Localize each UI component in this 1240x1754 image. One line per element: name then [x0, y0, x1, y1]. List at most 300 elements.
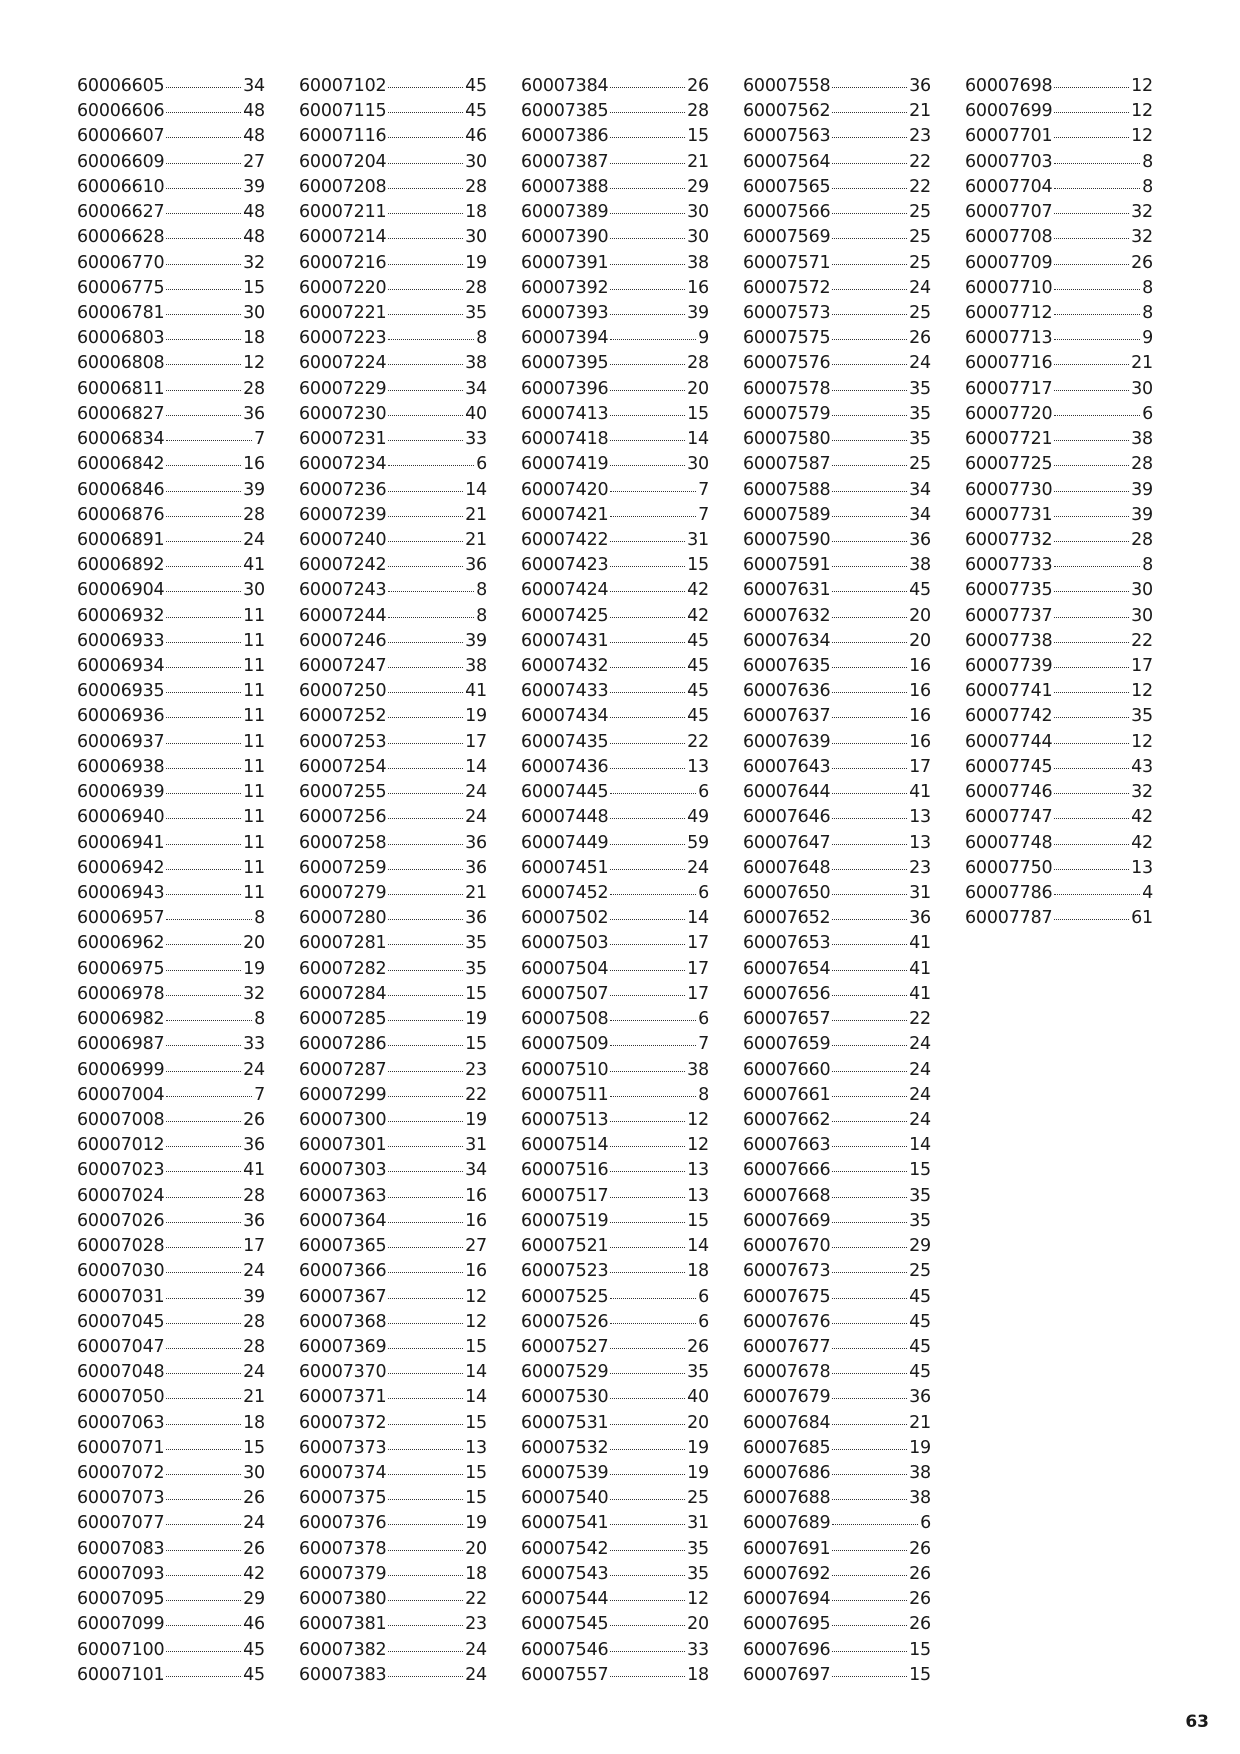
index-entry — [521, 225, 709, 250]
index-entry — [743, 1133, 931, 1158]
index-entry — [521, 1385, 709, 1410]
page-reference: 38 — [909, 1463, 931, 1484]
index-entry — [743, 831, 931, 856]
article-code: 60007234 — [299, 454, 387, 475]
article-code: 60007696 — [743, 1639, 831, 1660]
index-entry — [965, 780, 1153, 805]
index-entry — [965, 175, 1153, 200]
dot-leader — [388, 213, 463, 214]
page-reference: 42 — [243, 1563, 265, 1584]
page-reference: 41 — [465, 681, 487, 702]
page-reference: 49 — [687, 807, 709, 828]
index-entry — [521, 301, 709, 326]
index-entry — [299, 1335, 487, 1360]
article-code: 60007211 — [299, 202, 387, 223]
dot-leader — [388, 566, 463, 567]
dot-leader — [610, 163, 685, 164]
dot-leader — [610, 1272, 685, 1273]
page-reference: 6 — [698, 782, 709, 803]
dot-leader — [388, 390, 463, 391]
index-entry — [743, 528, 931, 553]
index-entry — [299, 982, 487, 1007]
dot-leader — [388, 1247, 463, 1248]
page-reference: 36 — [243, 1210, 265, 1231]
article-code: 60007102 — [299, 76, 387, 96]
index-entry — [77, 1587, 265, 1612]
dot-leader — [166, 137, 241, 138]
article-code: 60006627 — [77, 202, 165, 223]
page-reference: 9 — [698, 328, 709, 349]
dot-leader — [166, 1499, 241, 1500]
page-reference: 32 — [243, 983, 265, 1004]
page-reference: 24 — [909, 1034, 931, 1055]
article-code: 60007364 — [299, 1210, 387, 1231]
index-entry — [299, 1587, 487, 1612]
index-entry — [77, 553, 265, 578]
page-reference: 14 — [687, 429, 709, 450]
article-code: 60007503 — [521, 933, 609, 954]
index-entry — [299, 276, 487, 301]
index-entry — [521, 957, 709, 982]
page-reference: 23 — [465, 1059, 487, 1080]
dot-leader — [610, 642, 685, 643]
article-code: 60007423 — [521, 555, 609, 576]
index-entry — [77, 1411, 265, 1436]
dot-leader — [388, 818, 463, 819]
article-code: 60007301 — [299, 1135, 387, 1156]
page-reference: 36 — [465, 555, 487, 576]
article-code: 60007659 — [743, 1034, 831, 1055]
article-code: 60007246 — [299, 630, 387, 651]
page-reference: 38 — [687, 1059, 709, 1080]
article-code: 60007434 — [521, 706, 609, 727]
article-code: 60007576 — [743, 353, 831, 374]
article-code: 60007580 — [743, 429, 831, 450]
page-reference: 16 — [465, 1210, 487, 1231]
article-code: 60007656 — [743, 983, 831, 1004]
index-entry — [77, 251, 265, 276]
index-entry — [77, 377, 265, 402]
dot-leader — [832, 1575, 907, 1576]
dot-leader — [832, 818, 907, 819]
index-column-2 — [299, 74, 487, 1688]
index-entry — [299, 578, 487, 603]
dot-leader — [388, 919, 463, 920]
dot-leader — [832, 1298, 907, 1299]
index-entry — [299, 427, 487, 452]
article-code: 60007591 — [743, 555, 831, 576]
index-entry — [743, 200, 931, 225]
article-code: 60007116 — [299, 126, 387, 147]
page-reference: 15 — [687, 403, 709, 424]
dot-leader — [388, 591, 474, 592]
article-code: 60007699 — [965, 101, 1053, 122]
article-code: 60007526 — [521, 1311, 609, 1332]
article-code: 60006775 — [77, 277, 165, 298]
page-reference: 23 — [465, 1614, 487, 1635]
page-reference: 35 — [687, 1563, 709, 1584]
article-code: 60007382 — [299, 1639, 387, 1660]
page-reference: 29 — [243, 1589, 265, 1610]
dot-leader — [832, 440, 907, 441]
dot-leader — [1054, 743, 1129, 744]
index-entry — [743, 351, 931, 376]
article-code: 60007575 — [743, 328, 831, 349]
index-entry — [743, 1007, 931, 1032]
page-reference: 24 — [243, 1513, 265, 1534]
page-reference: 25 — [687, 1488, 709, 1509]
index-entry — [743, 931, 931, 956]
index-entry — [299, 1234, 487, 1259]
article-code: 60007093 — [77, 1563, 165, 1584]
dot-leader — [166, 1171, 241, 1172]
page-reference: 6 — [698, 1311, 709, 1332]
article-code: 60007540 — [521, 1488, 609, 1509]
page-reference: 48 — [243, 202, 265, 223]
dot-leader — [388, 1222, 463, 1223]
index-entry — [743, 1335, 931, 1360]
page-reference: 15 — [465, 983, 487, 1004]
dot-leader — [388, 1045, 463, 1046]
page-reference: 38 — [909, 1488, 931, 1509]
article-code: 60007717 — [965, 378, 1053, 399]
index-entry — [965, 427, 1153, 452]
index-entry — [77, 1083, 265, 1108]
article-code: 60007713 — [965, 328, 1053, 349]
article-code: 60007653 — [743, 933, 831, 954]
index-entry — [77, 200, 265, 225]
article-code: 60007395 — [521, 353, 609, 374]
page-reference: 41 — [909, 782, 931, 803]
dot-leader — [832, 1247, 907, 1248]
article-code: 60006605 — [77, 76, 165, 96]
article-code: 60007383 — [299, 1664, 387, 1685]
dot-leader — [1054, 87, 1129, 88]
article-code: 60007636 — [743, 681, 831, 702]
index-entry — [299, 1209, 487, 1234]
page-reference: 26 — [243, 1488, 265, 1509]
page-reference: 38 — [909, 555, 931, 576]
page-reference: 16 — [909, 656, 931, 677]
dot-leader — [388, 844, 463, 845]
page-reference: 6 — [476, 454, 487, 475]
article-code: 60006842 — [77, 454, 165, 475]
article-code: 60007716 — [965, 353, 1053, 374]
index-entry — [299, 957, 487, 982]
dot-leader — [166, 1096, 252, 1097]
index-entry — [77, 1335, 265, 1360]
article-code: 60007303 — [299, 1160, 387, 1181]
index-entry — [77, 1259, 265, 1284]
dot-leader — [1054, 491, 1129, 492]
article-code: 60007369 — [299, 1336, 387, 1357]
index-entry — [521, 1436, 709, 1461]
dot-leader — [166, 364, 241, 365]
dot-leader — [388, 112, 463, 113]
dot-leader — [610, 364, 685, 365]
index-entry — [743, 251, 931, 276]
index-entry — [77, 301, 265, 326]
index-entry — [77, 150, 265, 175]
dot-leader — [832, 112, 907, 113]
article-code: 60007030 — [77, 1261, 165, 1282]
index-entry — [743, 755, 931, 780]
dot-leader — [388, 1121, 463, 1122]
article-code: 60007023 — [77, 1160, 165, 1181]
dot-leader — [388, 1550, 463, 1551]
index-entry — [743, 1537, 931, 1562]
index-entry — [521, 1234, 709, 1259]
article-code: 60007508 — [521, 1009, 609, 1030]
index-entry — [521, 831, 709, 856]
dot-leader — [610, 1600, 685, 1601]
index-entry — [743, 1511, 931, 1536]
dot-leader — [166, 617, 241, 618]
article-code: 60007572 — [743, 277, 831, 298]
page-reference: 45 — [909, 580, 931, 601]
index-entry — [299, 503, 487, 528]
dot-leader — [388, 1298, 463, 1299]
index-entry — [77, 124, 265, 149]
index-entry — [299, 1486, 487, 1511]
index-entry — [77, 1461, 265, 1486]
page-reference: 39 — [243, 176, 265, 197]
page-reference: 11 — [243, 756, 265, 777]
index-entry — [965, 276, 1153, 301]
index-entry — [77, 175, 265, 200]
article-code: 60007008 — [77, 1109, 165, 1130]
dot-leader — [610, 692, 685, 693]
index-entry — [299, 1638, 487, 1663]
index-entry — [299, 1133, 487, 1158]
page-reference: 25 — [909, 302, 931, 323]
article-code: 60007589 — [743, 504, 831, 525]
page-reference: 15 — [465, 1488, 487, 1509]
index-entry — [299, 906, 487, 931]
index-entry — [743, 402, 931, 427]
page-reference: 28 — [243, 1336, 265, 1357]
dot-leader — [166, 566, 241, 567]
page-reference: 45 — [909, 1311, 931, 1332]
index-entry — [299, 150, 487, 175]
dot-leader — [1054, 768, 1129, 769]
page-reference: 24 — [909, 1084, 931, 1105]
article-code: 60007707 — [965, 202, 1053, 223]
page-reference: 8 — [254, 908, 265, 929]
page-reference: 11 — [243, 605, 265, 626]
article-code: 60007527 — [521, 1336, 609, 1357]
index-entry — [77, 1310, 265, 1335]
index-entry — [77, 1663, 265, 1688]
index-entry — [77, 780, 265, 805]
dot-leader — [832, 1121, 907, 1122]
index-entry — [743, 1108, 931, 1133]
article-code: 60007115 — [299, 101, 387, 122]
page-reference: 8 — [1142, 176, 1153, 197]
article-code: 60007419 — [521, 454, 609, 475]
dot-leader — [610, 516, 696, 517]
article-code: 60007255 — [299, 782, 387, 803]
page-reference: 12 — [1131, 126, 1153, 147]
dot-leader — [388, 163, 463, 164]
page-reference: 22 — [465, 1084, 487, 1105]
article-code: 60007252 — [299, 706, 387, 727]
index-entry — [77, 730, 265, 755]
page-reference: 24 — [243, 1362, 265, 1383]
index-entry — [743, 1638, 931, 1663]
dot-leader — [166, 1625, 241, 1626]
article-code: 60007374 — [299, 1463, 387, 1484]
dot-leader — [388, 188, 463, 189]
dot-leader — [832, 1600, 907, 1601]
article-code: 60007394 — [521, 328, 609, 349]
dot-leader — [610, 440, 685, 441]
article-code: 60007703 — [965, 151, 1053, 172]
article-code: 60007634 — [743, 630, 831, 651]
page-reference: 26 — [243, 1109, 265, 1130]
index-entry — [965, 251, 1153, 276]
index-entry — [77, 1537, 265, 1562]
dot-leader — [610, 566, 685, 567]
index-entry — [77, 1158, 265, 1183]
page-reference: 25 — [909, 454, 931, 475]
dot-leader — [166, 743, 241, 744]
page-reference: 36 — [465, 857, 487, 878]
page-reference: 12 — [1131, 101, 1153, 122]
article-code: 60007391 — [521, 252, 609, 273]
article-code: 60007652 — [743, 908, 831, 929]
index-entry — [521, 276, 709, 301]
index-entry — [521, 1083, 709, 1108]
dot-leader — [166, 289, 241, 290]
dot-leader — [832, 188, 907, 189]
dot-leader — [832, 1348, 907, 1349]
index-entry — [521, 1587, 709, 1612]
article-code: 60007026 — [77, 1210, 165, 1231]
dot-leader — [610, 289, 685, 290]
index-entry — [521, 1537, 709, 1562]
dot-leader — [832, 1171, 907, 1172]
article-code: 60007563 — [743, 126, 831, 147]
article-code: 60007099 — [77, 1614, 165, 1635]
dot-leader — [1054, 516, 1129, 517]
article-code: 60007385 — [521, 101, 609, 122]
article-code: 60007786 — [965, 883, 1053, 903]
page-reference: 16 — [909, 706, 931, 727]
index-entry — [743, 1184, 931, 1209]
page-reference: 16 — [465, 1185, 487, 1206]
dot-leader — [610, 1323, 696, 1324]
index-entry — [77, 1385, 265, 1410]
page-reference: 39 — [465, 630, 487, 651]
dot-leader — [388, 264, 463, 265]
index-entry — [743, 679, 931, 704]
dot-leader — [1054, 566, 1140, 567]
index-entry — [743, 1385, 931, 1410]
article-code: 60006628 — [77, 227, 165, 248]
index-entry — [743, 881, 931, 906]
dot-leader — [832, 591, 907, 592]
index-entry — [77, 1209, 265, 1234]
index-entry — [299, 1083, 487, 1108]
page-reference: 14 — [687, 1236, 709, 1257]
index-entry — [743, 150, 931, 175]
page-reference: 41 — [909, 983, 931, 1004]
dot-leader — [610, 87, 685, 88]
page-reference: 11 — [243, 832, 265, 853]
dot-leader — [610, 743, 685, 744]
article-code: 60007673 — [743, 1261, 831, 1282]
dot-leader — [832, 465, 907, 466]
dot-leader — [832, 1373, 907, 1374]
page-reference: 19 — [909, 1437, 931, 1458]
index-entry — [521, 931, 709, 956]
index-entry — [299, 452, 487, 477]
dot-leader — [610, 390, 685, 391]
article-code: 60006941 — [77, 832, 165, 853]
article-code: 60007516 — [521, 1160, 609, 1181]
index-entry — [299, 654, 487, 679]
index-entry — [77, 99, 265, 124]
article-code: 60007004 — [77, 1084, 165, 1105]
index-entry — [521, 377, 709, 402]
index-entry — [743, 377, 931, 402]
index-entry — [743, 1360, 931, 1385]
article-code: 60007545 — [521, 1614, 609, 1635]
dot-leader — [388, 1449, 463, 1450]
page-reference: 23 — [909, 857, 931, 878]
article-code: 60007077 — [77, 1513, 165, 1534]
article-code: 60007686 — [743, 1463, 831, 1484]
index-entry — [521, 200, 709, 225]
dot-leader — [610, 894, 696, 895]
index-entry — [77, 982, 265, 1007]
page-reference: 36 — [909, 908, 931, 929]
page-reference: 38 — [1131, 429, 1153, 450]
article-code: 60006934 — [77, 656, 165, 677]
page-reference: 22 — [1131, 630, 1153, 651]
index-entry — [521, 1486, 709, 1511]
index-column-1 — [77, 74, 265, 1688]
dot-leader — [832, 163, 907, 164]
page-reference: 13 — [1131, 857, 1153, 878]
index-entry — [521, 1133, 709, 1158]
page-reference: 22 — [909, 176, 931, 197]
index-entry — [77, 1285, 265, 1310]
article-code: 60006892 — [77, 555, 165, 576]
index-entry — [743, 1562, 931, 1587]
dot-leader — [166, 1524, 241, 1525]
index-entry — [743, 856, 931, 881]
index-entry — [77, 528, 265, 553]
dot-leader — [832, 1499, 907, 1500]
dot-leader — [610, 1121, 685, 1122]
page-reference: 26 — [909, 328, 931, 349]
page-reference: 48 — [243, 227, 265, 248]
dot-leader — [832, 1651, 907, 1652]
article-code: 60007709 — [965, 252, 1053, 273]
page-reference: 15 — [687, 1210, 709, 1231]
index-entry — [743, 1158, 931, 1183]
dot-leader — [166, 440, 252, 441]
dot-leader — [832, 364, 907, 365]
dot-leader — [832, 869, 907, 870]
index-entry — [299, 124, 487, 149]
article-code: 60007229 — [299, 378, 387, 399]
page-reference: 15 — [909, 1639, 931, 1660]
article-code: 60007689 — [743, 1513, 831, 1534]
page-reference: 30 — [465, 227, 487, 248]
